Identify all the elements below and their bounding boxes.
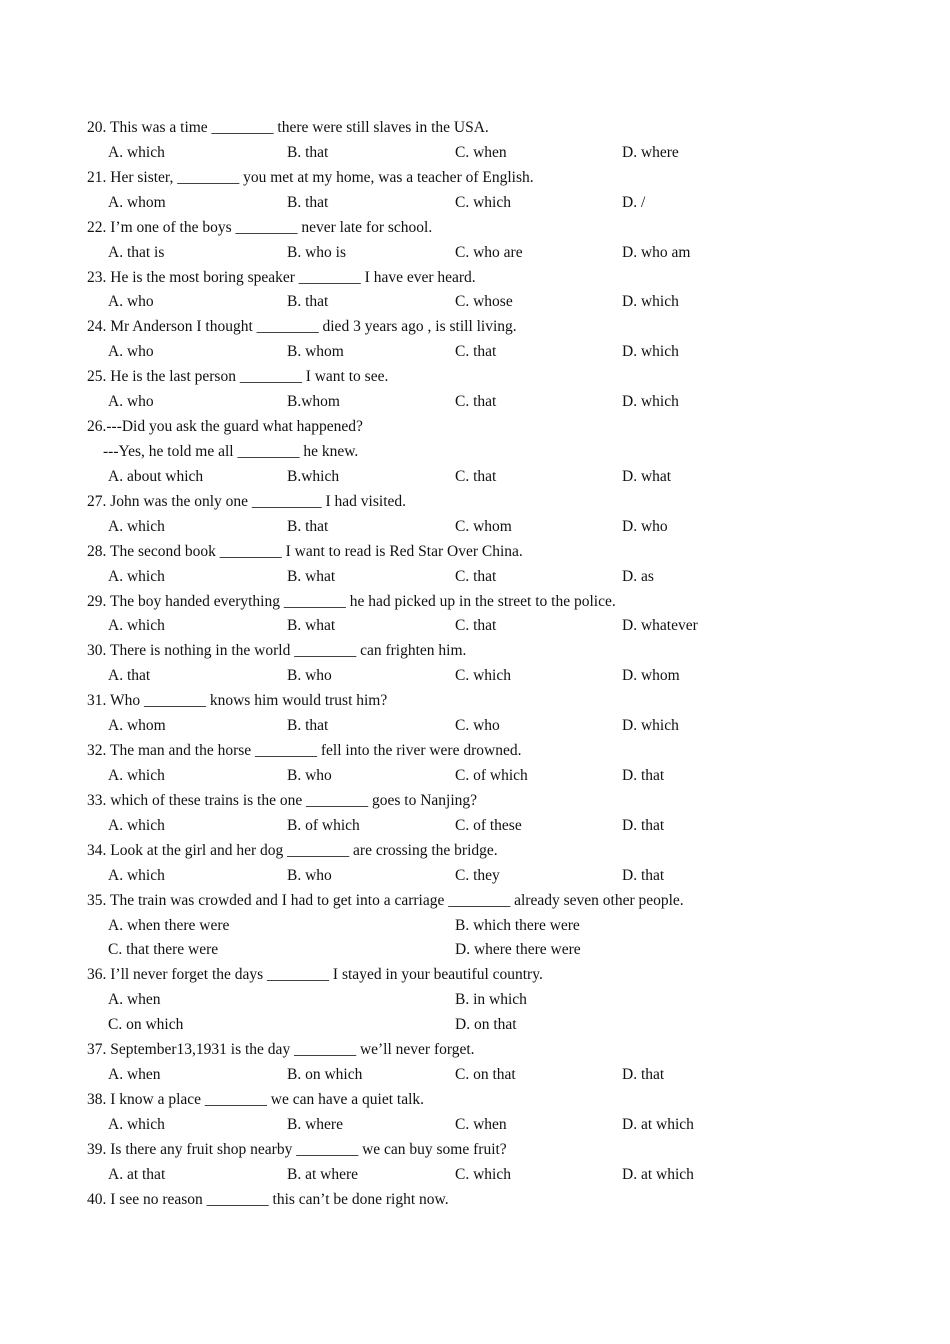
option-a: A. which [108,567,165,585]
question-line-row [0,639,950,664]
option-c: C. which [455,193,511,211]
option-a: A. which [108,143,165,161]
option-a: A. which [108,617,165,635]
option-b: B. what [287,567,336,585]
options-row [0,614,950,639]
option-b: B. that [287,193,329,211]
options-row [0,565,950,590]
question-stem: 25. He is the last person ________ I want to see. [87,368,389,386]
question-line-row [0,540,950,565]
options-row [0,191,950,216]
question-item [0,266,950,316]
option-c: C. that [455,617,497,635]
option-b: B. that [287,517,329,535]
option-b: B. in which [455,991,527,1009]
options-row [0,988,950,1013]
option-d: D. what [622,467,672,485]
options-row [0,340,950,365]
options-row [0,864,950,889]
option-b: B. who [287,866,332,884]
question-line-row [0,1188,950,1213]
option-a: A. who [108,393,154,411]
option-d: D. whom [622,667,680,685]
option-a: A. which [108,866,165,884]
question-stem: 35. The train was crowded and I had to get into a carriage ________ already seven other people. [87,891,684,909]
option-c: C. which [455,1165,511,1183]
option-b: B. of which [287,816,360,834]
option-c: C. whom [455,517,512,535]
question-stem: 26.---Did you ask the guard what happened? [87,418,363,436]
option-b: B. which there were [455,916,580,934]
question-stem: 37. September13,1931 is the day ________ we’ll never forget. [87,1041,475,1059]
exercise-page [0,116,950,1213]
option-c: C. when [455,1115,507,1133]
option-b: B. that [287,293,329,311]
question-line-row [0,689,950,714]
question-stem: 22. I’m one of the boys ________ never late for school. [87,218,433,236]
question-line-row [0,415,950,440]
question-stem: 21. Her sister, ________ you met at my home, was a teacher of English. [87,168,534,186]
options-row [0,241,950,266]
option-d: D. at which [622,1165,694,1183]
question-line-row [0,440,950,465]
option-b: B. whom [287,343,344,361]
question-item [0,590,950,640]
option-d: D. which [622,717,679,735]
question-stem: 23. He is the most boring speaker ________ I have ever heard. [87,268,476,286]
option-d: D. that [622,1066,665,1084]
option-a: A. when [108,1066,161,1084]
question-line-row [0,266,950,291]
options-row [0,515,950,540]
option-a: A. that [108,667,151,685]
option-b: B. where [287,1115,343,1133]
option-d: D. which [622,293,679,311]
question-item [0,415,950,490]
question-stem: 24. Mr Anderson I thought ________ died 3 years ago , is still living. [87,318,517,336]
question-stem: 20. This was a time ________ there were still slaves in the USA. [87,119,489,136]
option-b: B. what [287,617,336,635]
options-row [0,914,950,939]
question-item [0,639,950,689]
option-b: B. on which [287,1066,363,1084]
question-item [0,216,950,266]
question-item [0,689,950,739]
option-a: A. when [108,991,161,1009]
option-c: C. that [455,467,497,485]
option-a: A. whom [108,717,166,735]
options-row [0,1113,950,1138]
options-row [0,465,950,490]
question-line-row [0,315,950,340]
option-c: C. whose [455,293,513,311]
question-line-row [0,490,950,515]
option-c: C. that [455,567,497,585]
option-c: C. who are [455,243,523,261]
option-d: D. that [622,816,665,834]
question-line-row [0,590,950,615]
question-item [0,166,950,216]
question-line-row [0,116,950,141]
option-d: D. whatever [622,617,698,635]
question-line-row [0,166,950,191]
option-c: C. when [455,143,507,161]
options-row [0,1013,950,1038]
question-item [0,1188,950,1213]
question-item [0,490,950,540]
option-a: A. which [108,766,165,784]
option-c: C. that [455,393,497,411]
question-item [0,1038,950,1088]
option-a: A. who [108,293,154,311]
option-d: D. which [622,343,679,361]
question-line-row [0,365,950,390]
question-line-row [0,1038,950,1063]
option-c: C. they [455,866,500,884]
option-b: B. who [287,766,332,784]
question-stem: 28. The second book ________ I want to read is Red Star Over China. [87,542,523,560]
option-c: C. on that [455,1066,516,1084]
question-stem: 32. The man and the horse ________ fell into the river were drowned. [87,742,522,760]
option-c: C. who [455,717,500,735]
options-row [0,1063,950,1088]
options-row [0,290,950,315]
options-row [0,664,950,689]
option-d: D. / [622,193,646,211]
option-b: B. at where [287,1165,359,1183]
option-d: D. which [622,393,679,411]
option-c: C. of these [455,816,522,834]
options-row [0,1163,950,1188]
question-item [0,315,950,365]
question-item [0,365,950,415]
options-row [0,390,950,415]
options-row [0,141,950,166]
options-row [0,814,950,839]
option-d: D. where [622,143,679,161]
question-item [0,963,950,1038]
question-stem: 31. Who ________ knows him would trust him? [87,692,388,710]
question-line-row [0,216,950,241]
option-a: A. at that [108,1165,166,1183]
option-b: B.which [287,467,340,485]
option-d: D. who [622,517,668,535]
question-continuation: ---Yes, he told me all ________ he knew. [103,442,359,460]
option-a: A. whom [108,193,166,211]
option-d: D. that [622,866,665,884]
question-line-row [0,789,950,814]
question-line-row [0,739,950,764]
option-b: B. who is [287,243,346,261]
question-line-row [0,1088,950,1113]
option-d: D. as [622,567,654,585]
question-item [0,116,950,166]
option-d: D. who am [622,243,691,261]
question-item [0,739,950,789]
question-stem: 36. I’ll never forget the days ________ I stayed in your beautiful country. [87,966,543,984]
option-c: C. on which [108,1016,184,1034]
question-line-row [0,963,950,988]
option-c: C. of which [455,766,528,784]
question-line-row [0,839,950,864]
question-stem: 34. Look at the girl and her dog ________ are crossing the bridge. [87,841,498,859]
question-line-row [0,889,950,914]
question-item [0,889,950,964]
question-stem: 29. The boy handed everything ________ he had picked up in the street to the police. [87,592,616,610]
question-stem: 39. Is there any fruit shop nearby ________ we can buy some fruit? [87,1140,507,1158]
question-line-row [0,1138,950,1163]
question-item [0,540,950,590]
question-item [0,1088,950,1138]
question-item [0,1138,950,1188]
question-item [0,839,950,889]
question-stem: 38. I know a place ________ we can have a quiet talk. [87,1090,425,1108]
option-d: D. on that [455,1016,517,1034]
option-b: B. who [287,667,332,685]
option-a: A. that is [108,243,165,261]
option-c: C. that [455,343,497,361]
question-stem: 30. There is nothing in the world ________ can frighten him. [87,642,467,660]
options-row [0,938,950,963]
option-a: A. which [108,816,165,834]
question-stem: 33. which of these trains is the one ________ goes to Nanjing? [87,791,478,809]
question-stem: 40. I see no reason ________ this can’t be done right now. [87,1190,449,1208]
option-b: B. that [287,717,329,735]
option-c: C. which [455,667,511,685]
options-row [0,714,950,739]
option-b: B. that [287,143,329,161]
option-b: B.whom [287,393,340,411]
option-a: A. who [108,343,154,361]
option-a: A. about which [108,467,204,485]
question-stem: 27. John was the only one _________ I had visited. [87,492,407,510]
option-a: A. when there were [108,916,230,934]
option-a: A. which [108,1115,165,1133]
options-row [0,764,950,789]
option-d: D. where there were [455,941,581,959]
option-d: D. that [622,766,665,784]
option-c: C. that there were [108,941,219,959]
option-a: A. which [108,517,165,535]
option-d: D. at which [622,1115,694,1133]
question-item [0,789,950,839]
